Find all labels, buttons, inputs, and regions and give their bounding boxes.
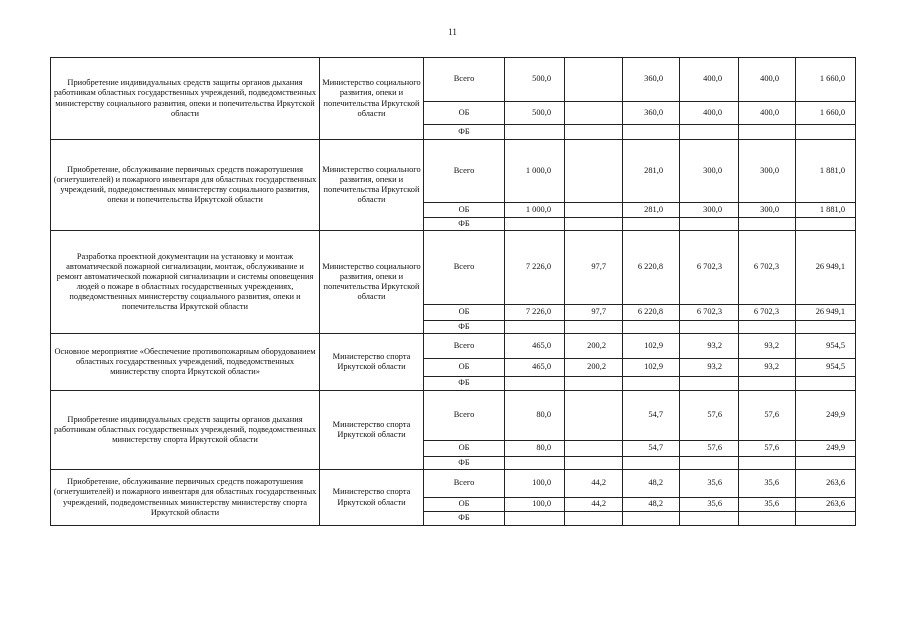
year-amount-cell (565, 457, 623, 470)
year-amount-cell: 6 220,8 (623, 231, 680, 305)
year-amount-cell: 1 000,0 (505, 140, 565, 203)
measure-name-cell: Приобретение индивидуальных средств защиты органов дыхания работникам областных государственных учреждений, подведомственных министерству спорта Иркутской области (51, 391, 320, 470)
year-amount-cell: 102,9 (623, 359, 680, 377)
funding-source-cell: Всего (424, 391, 505, 441)
year-amount-cell: 80,0 (505, 391, 565, 441)
page-number: 11 (448, 27, 457, 37)
table-row (51, 470, 856, 498)
year-amount-cell (565, 58, 623, 102)
table-row (51, 391, 856, 441)
year-amount-cell: 35,6 (739, 498, 796, 512)
year-amount-cell: 54,7 (623, 391, 680, 441)
responsible-executor-cell: Министерство спорта Иркутской области (320, 391, 424, 470)
year-amount-cell: 48,2 (623, 498, 680, 512)
responsible-executor-cell: Министерство социального развития, опеки и попечительства Иркутской области (320, 58, 424, 140)
funding-source-cell: ОБ (424, 203, 505, 218)
year-amount-cell (623, 218, 680, 231)
funding-source-cell: ФБ (424, 512, 505, 526)
year-amount-cell: 100,0 (505, 498, 565, 512)
total-amount-cell: 263,6 (796, 470, 856, 498)
total-amount-cell (796, 457, 856, 470)
year-amount-cell: 93,2 (680, 359, 739, 377)
year-amount-cell: 57,6 (680, 391, 739, 441)
total-amount-cell (796, 512, 856, 526)
year-amount-cell: 44,2 (565, 498, 623, 512)
year-amount-cell: 6 220,8 (623, 305, 680, 321)
year-amount-cell (565, 377, 623, 391)
table-row (51, 140, 856, 203)
year-amount-cell (565, 441, 623, 457)
year-amount-cell (680, 321, 739, 334)
year-amount-cell (505, 321, 565, 334)
year-amount-cell (623, 321, 680, 334)
measure-name-cell: Приобретение индивидуальных средств защиты органов дыхания работникам областных государственных учреждений, подведомственных министерству социального развития, опеки и попечительства Иркутской области (51, 58, 320, 140)
year-amount-cell (565, 203, 623, 218)
measure-name-cell: Основное мероприятие «Обеспечение противопожарным оборудованием областных государственных учреждений, подведомственных министерству спорта Иркутской области» (51, 334, 320, 391)
funding-source-cell: ОБ (424, 498, 505, 512)
year-amount-cell (623, 377, 680, 391)
year-amount-cell (505, 125, 565, 140)
year-amount-cell: 200,2 (565, 334, 623, 359)
year-amount-cell (680, 218, 739, 231)
year-amount-cell (680, 377, 739, 391)
funding-source-cell: ФБ (424, 125, 505, 140)
table-row (51, 58, 856, 102)
budget-table (50, 57, 856, 526)
year-amount-cell (505, 377, 565, 391)
year-amount-cell (739, 512, 796, 526)
total-amount-cell: 263,6 (796, 498, 856, 512)
year-amount-cell (680, 457, 739, 470)
year-amount-cell: 500,0 (505, 58, 565, 102)
year-amount-cell: 93,2 (739, 334, 796, 359)
year-amount-cell: 6 702,3 (739, 231, 796, 305)
funding-source-cell: ОБ (424, 102, 505, 125)
year-amount-cell: 300,0 (680, 203, 739, 218)
year-amount-cell: 6 702,3 (739, 305, 796, 321)
year-amount-cell: 465,0 (505, 359, 565, 377)
funding-source-cell: Всего (424, 140, 505, 203)
year-amount-cell: 57,6 (739, 391, 796, 441)
year-amount-cell (505, 218, 565, 231)
year-amount-cell (739, 218, 796, 231)
year-amount-cell (739, 457, 796, 470)
year-amount-cell: 57,6 (680, 441, 739, 457)
year-amount-cell: 48,2 (623, 470, 680, 498)
year-amount-cell (623, 125, 680, 140)
year-amount-cell (680, 512, 739, 526)
year-amount-cell: 57,6 (739, 441, 796, 457)
year-amount-cell: 300,0 (739, 140, 796, 203)
year-amount-cell: 465,0 (505, 334, 565, 359)
year-amount-cell: 300,0 (739, 203, 796, 218)
year-amount-cell (565, 321, 623, 334)
funding-source-cell: ФБ (424, 321, 505, 334)
year-amount-cell (565, 125, 623, 140)
year-amount-cell (565, 140, 623, 203)
year-amount-cell: 400,0 (739, 58, 796, 102)
year-amount-cell: 200,2 (565, 359, 623, 377)
responsible-executor-cell: Министерство социального развития, опеки и попечительства Иркутской области (320, 231, 424, 334)
year-amount-cell: 500,0 (505, 102, 565, 125)
total-amount-cell: 1 660,0 (796, 102, 856, 125)
year-amount-cell: 400,0 (680, 58, 739, 102)
total-amount-cell (796, 321, 856, 334)
total-amount-cell: 26 949,1 (796, 231, 856, 305)
year-amount-cell: 7 226,0 (505, 231, 565, 305)
year-amount-cell: 93,2 (739, 359, 796, 377)
year-amount-cell: 35,6 (680, 470, 739, 498)
total-amount-cell (796, 125, 856, 140)
funding-source-cell: ОБ (424, 305, 505, 321)
measure-name-cell: Разработка проектной документации на установку и монтаж автоматической пожарной сигнализации, монтаж, обслуживание и ремонт автоматической пожарной сигнализации и системы оповещения людей о пожаре в областных государственных учреждениях, подведомственных министерству социального развития, опеки и попечительства Иркутской области (51, 231, 320, 334)
funding-source-cell: ФБ (424, 457, 505, 470)
year-amount-cell (739, 125, 796, 140)
year-amount-cell (680, 125, 739, 140)
year-amount-cell: 281,0 (623, 140, 680, 203)
year-amount-cell (565, 218, 623, 231)
year-amount-cell: 102,9 (623, 334, 680, 359)
year-amount-cell (505, 457, 565, 470)
funding-source-cell: Всего (424, 470, 505, 498)
total-amount-cell: 1 881,0 (796, 140, 856, 203)
total-amount-cell: 249,9 (796, 441, 856, 457)
year-amount-cell (565, 391, 623, 441)
total-amount-cell: 954,5 (796, 334, 856, 359)
year-amount-cell (505, 512, 565, 526)
funding-source-cell: ОБ (424, 359, 505, 377)
table-row (51, 231, 856, 305)
year-amount-cell: 400,0 (739, 102, 796, 125)
total-amount-cell: 26 949,1 (796, 305, 856, 321)
year-amount-cell: 7 226,0 (505, 305, 565, 321)
funding-source-cell: Всего (424, 231, 505, 305)
year-amount-cell: 6 702,3 (680, 305, 739, 321)
year-amount-cell: 44,2 (565, 470, 623, 498)
total-amount-cell: 1 660,0 (796, 58, 856, 102)
year-amount-cell: 93,2 (680, 334, 739, 359)
responsible-executor-cell: Министерство спорта Иркутской области (320, 334, 424, 391)
year-amount-cell: 100,0 (505, 470, 565, 498)
year-amount-cell: 300,0 (680, 140, 739, 203)
total-amount-cell (796, 377, 856, 391)
total-amount-cell: 249,9 (796, 391, 856, 441)
year-amount-cell: 80,0 (505, 441, 565, 457)
funding-source-cell: ФБ (424, 377, 505, 391)
responsible-executor-cell: Министерство социального развития, опеки и попечительства Иркутской области (320, 140, 424, 231)
year-amount-cell (739, 321, 796, 334)
measure-name-cell: Приобретение, обслуживание первичных средств пожаротушения (огнетушителей) и пожарного инвентаря для областных государственных учреждений, подведомственных министерству министерству спорта Иркутской области (51, 470, 320, 526)
year-amount-cell: 1 000,0 (505, 203, 565, 218)
year-amount-cell (565, 102, 623, 125)
year-amount-cell (623, 512, 680, 526)
funding-source-cell: Всего (424, 334, 505, 359)
year-amount-cell (623, 457, 680, 470)
year-amount-cell: 97,7 (565, 305, 623, 321)
year-amount-cell: 360,0 (623, 102, 680, 125)
year-amount-cell: 360,0 (623, 58, 680, 102)
year-amount-cell: 281,0 (623, 203, 680, 218)
funding-source-cell: Всего (424, 58, 505, 102)
funding-source-cell: ФБ (424, 218, 505, 231)
year-amount-cell: 35,6 (680, 498, 739, 512)
measure-name-cell: Приобретение, обслуживание первичных средств пожаротушения (огнетушителей) и пожарного инвентаря для областных государственных учреждений, подведомственных министерству социального развития, опеки и попечительства Иркутской области (51, 140, 320, 231)
year-amount-cell: 400,0 (680, 102, 739, 125)
year-amount-cell (739, 377, 796, 391)
year-amount-cell: 97,7 (565, 231, 623, 305)
total-amount-cell: 1 881,0 (796, 203, 856, 218)
funding-source-cell: ОБ (424, 441, 505, 457)
table-row (51, 334, 856, 359)
responsible-executor-cell: Министерство спорта Иркутской области (320, 470, 424, 526)
total-amount-cell: 954,5 (796, 359, 856, 377)
year-amount-cell (565, 512, 623, 526)
year-amount-cell: 35,6 (739, 470, 796, 498)
year-amount-cell: 6 702,3 (680, 231, 739, 305)
year-amount-cell: 54,7 (623, 441, 680, 457)
total-amount-cell (796, 218, 856, 231)
